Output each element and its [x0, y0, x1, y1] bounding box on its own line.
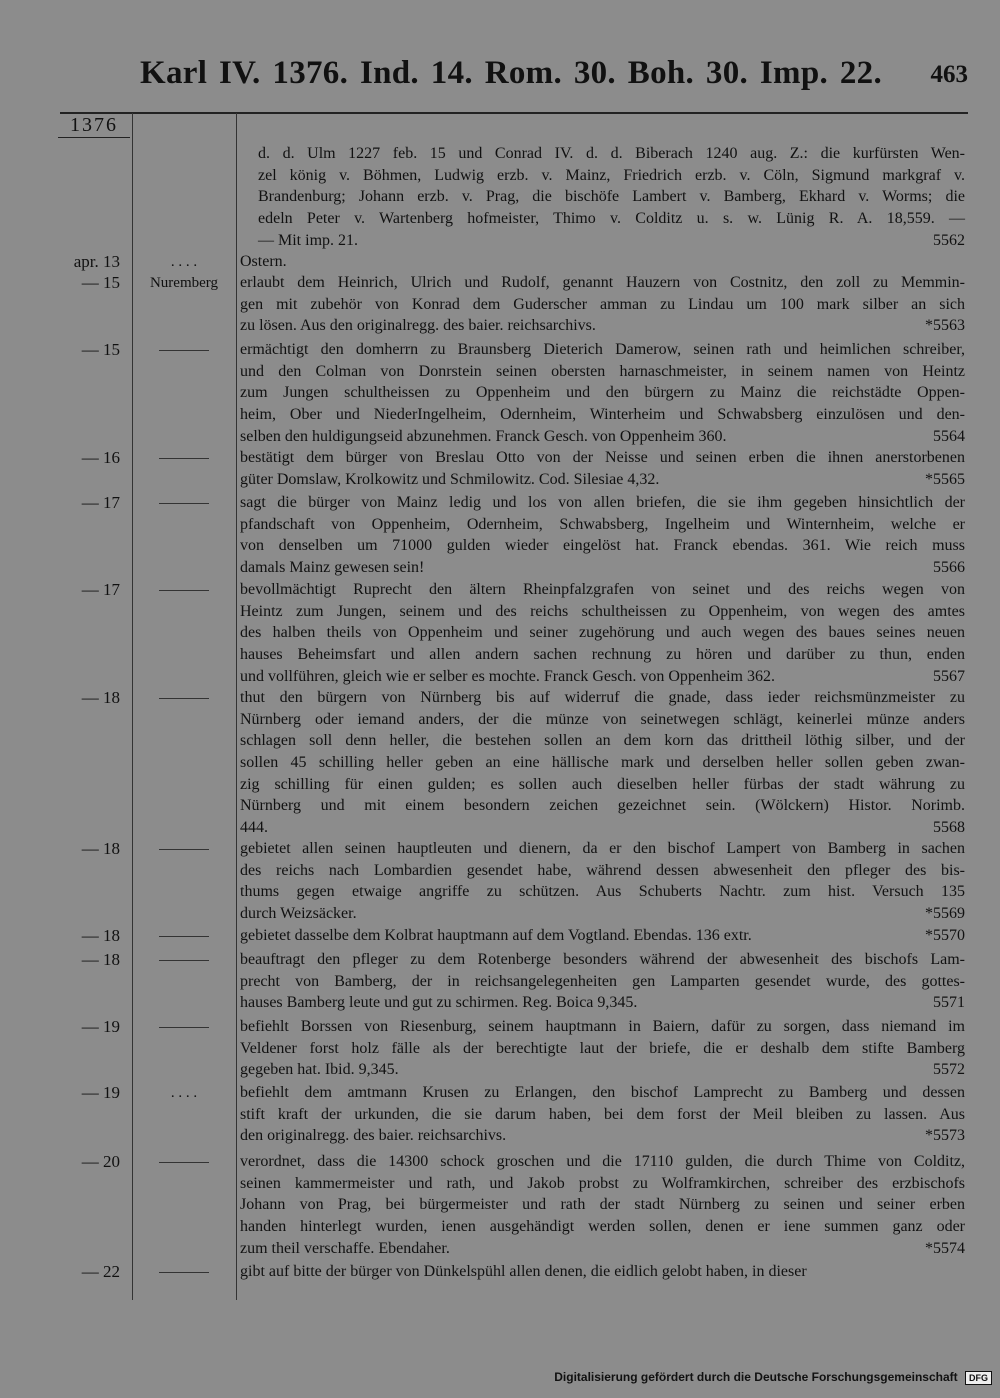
dfg-logo: DFG [965, 1371, 992, 1385]
regest-number: *5563 [925, 317, 965, 335]
line-text: zum theil verschaffe. Ebendaher. [240, 1239, 450, 1257]
line-text: güter Domslaw, Krolkowitz und Schmilowitz. Cod. Silesiae 4,32. [240, 470, 660, 488]
text-line [240, 251, 965, 273]
text-line [240, 752, 965, 774]
text-line [240, 1238, 965, 1260]
line-text: thums gegen etwaige angriffe zu schützen. Aus Schuberts Nachtr. zum hist. Versuch 135 [240, 883, 965, 901]
line-text: thut den bürgern von Nürnberg bis auf widerruf die gnade, dass ieder reichsmünzmeister zu [240, 689, 965, 706]
entry-text [240, 447, 965, 490]
text-line [240, 382, 965, 404]
line-text: edeln Peter v. Wartenberg hofmeister, Thimo v. Colditz u. s. w. Lünig R. A. 18,559. — [258, 210, 965, 228]
line-text: — Mit imp. 21. [258, 231, 359, 249]
ditto-dash [159, 590, 209, 591]
text-line [240, 1216, 965, 1238]
line-text: beauftragt den pfleger zu dem Rotenberge besonders während der abwesenheit des bischofs Lam- [240, 951, 965, 968]
line-text: zig schilling für einen gulden; es sollen auch dieselben heller fürbas der stadt währung zu [240, 775, 965, 793]
line-text: den originalregg. des baier. reichsarchivs. [240, 1127, 507, 1145]
text-line [240, 230, 965, 252]
entry-text [240, 339, 965, 447]
line-text: durch Weizsäcker. [240, 905, 357, 923]
entry-text [240, 687, 965, 839]
ditto-dash [159, 503, 209, 504]
regest-number: 5571 [933, 994, 965, 1012]
entry-date: — 18 [81, 950, 120, 969]
text-line [240, 294, 965, 316]
text-line [240, 404, 965, 426]
page-number: 463 [930, 61, 968, 88]
entry-text [240, 492, 965, 579]
entry-place [136, 339, 232, 361]
entry-date: — 18 [81, 688, 120, 707]
line-text: Nürnberg und mit einem besondern zeichen gezeichnet sein. (Wölckern) Histor. Norimb. [240, 797, 965, 815]
line-text: Ostern. [240, 253, 287, 270]
text-line [240, 730, 965, 752]
text-line [240, 557, 965, 579]
entry-date: — 15 [81, 273, 120, 292]
line-text: bestätigt dem bürger von Breslau Otto von der Neisse und seinen erben die ihnen anerstorbenen [240, 449, 965, 466]
regest-number: 5567 [933, 667, 965, 685]
entry-text [240, 838, 965, 925]
regest-number: *5573 [925, 1127, 965, 1145]
line-text: bevollmächtigt Ruprecht den ältern Rheinpfalzgrafen von seinet und des reichs wegen von [240, 581, 965, 598]
year-label: 1376 [70, 114, 118, 136]
text-line [240, 644, 965, 666]
line-text: Johann von Prag, bei bürgermeister und rath der stadt Nürnberg zu seinen und seiner erben [240, 1196, 965, 1214]
line-text: ermächtigt den domherrn zu Braunsberg Dieterich Damerow, seinen rath und heimlichen schreiber, [240, 341, 965, 358]
entry-date: apr. 13 [73, 252, 120, 271]
line-text: Brandenburg; Johann erzb. v. Prag, die bischöfe Lambert v. Bamberg, Ekhard v. Worms; die [258, 188, 965, 206]
entry-place [136, 1016, 232, 1038]
text-line [240, 1151, 965, 1173]
line-text: gebietet allen seinen hauptleuten und dienern, da er den bischof Lampert von Bamberg in sachen [240, 840, 965, 857]
line-text: seinen kammermeister und rath, und Jakob probst zu Wolframkirchen, schreiber des erzbischofs [240, 1174, 965, 1192]
line-text: pfandschaft von Oppenheim, Odernheim, Schwabsberg, Ingelheim und Winternheim, welche er [240, 515, 965, 533]
text-line [240, 949, 965, 971]
line-text: zu lösen. Aus den originalregg. des baier. reichsarchivs. [240, 317, 596, 335]
line-text: des reichs nach Lombardien gesendet habe, während dessen abwesenheit den pfleger des bis- [240, 861, 965, 879]
entry-place [136, 687, 232, 709]
regest-number: 5566 [933, 559, 965, 577]
ditto-dash [159, 458, 209, 459]
text-line [240, 426, 965, 448]
text-line [240, 535, 965, 557]
entry-place: Nuremberg [149, 275, 219, 291]
text-line [240, 971, 965, 993]
text-line [240, 860, 965, 882]
line-text: damals Mainz gewesen sein! [240, 559, 425, 577]
text-line [240, 666, 965, 688]
text-line [240, 1261, 965, 1283]
line-text: handen hinterlegt wurden, ienen ausgehändigt werden sollen, denen er iene summen ganz oder [240, 1218, 965, 1236]
regest-number: *5565 [925, 470, 965, 488]
text-line [240, 881, 965, 903]
regest-number: 5568 [933, 819, 965, 837]
text-line [240, 492, 965, 514]
entry-place [136, 949, 232, 971]
entry-text [240, 1151, 965, 1259]
text-line [240, 687, 965, 709]
ditto-dash [159, 698, 209, 699]
line-text: von denselben um 71000 gulden wieder eingelöst hat. Franck ebendas. 361. Wie reich muss [240, 537, 965, 555]
entry-text [240, 251, 965, 273]
entry-date: — 15 [81, 340, 120, 359]
line-text: sollen 45 schilling heller geben an eine hällische mark und derselben heller sollen geben zwan- [240, 754, 965, 772]
regest-number: *5574 [925, 1239, 965, 1257]
text-line [240, 469, 965, 491]
line-text: sagt die bürger von Mainz ledig und los von allen briefen, die sie ihm gegeben hinsichtlich der [240, 494, 965, 511]
regest-number: *5570 [925, 927, 965, 944]
text-line [240, 1194, 965, 1216]
text-line [240, 339, 965, 361]
text-line [240, 315, 965, 337]
text-line [240, 186, 965, 208]
line-text: selben den huldigungseid abzunehmen. Franck Gesch. von Oppenheim 360. [240, 427, 727, 445]
text-line [240, 361, 965, 383]
entry-text [240, 925, 965, 947]
line-text: Heintz zum Jungen, seinem und des reichs schultheissen zu Oppenheim, von wegen des amtes [240, 602, 965, 620]
ditto-dash [159, 350, 209, 351]
text-line [240, 817, 965, 839]
entry-date: — 20 [81, 1152, 120, 1171]
text-line [240, 1082, 965, 1104]
entry-date: — 18 [81, 926, 120, 945]
entry-text [240, 1261, 965, 1283]
entry-place [136, 447, 232, 469]
text-line [240, 143, 965, 165]
ditto-dash [159, 960, 209, 961]
text-line [240, 795, 965, 817]
entry-text [240, 579, 965, 687]
line-text: gebietet dasselbe dem Kolbrat hauptmann auf dem Vogtland. Ebendas. 136 extr. [240, 927, 752, 944]
line-text: zum Jungen schultheissen zu Oppenheim und den bürgern zu Mainz die reichstädte Oppen- [240, 384, 965, 402]
line-text: schlagen soll denn heller, die bestehen sollen an dem korn das drittheil löthig silber, und der [240, 732, 965, 750]
entry-text [240, 272, 965, 337]
text-line [240, 903, 965, 925]
text-line [240, 925, 965, 947]
line-text: zel könig v. Böhmen, Ludwig erzb. v. Mainz, Friedrich erzb. v. Cöln, Sigmund markgraf v. [258, 166, 965, 184]
text-line [240, 622, 965, 644]
regest-number: *5569 [925, 905, 965, 923]
line-text: hauses Beheimsfart und allen andern sachen rechnung zu hören und darüber zu thun, enden [240, 646, 965, 664]
line-text: Veldener forst holz fälle als der berechtigte laut der briefe, die er deshalb dem stifte Bamberg [240, 1039, 965, 1057]
text-line [240, 579, 965, 601]
line-text: hauses Bamberg leute und gut zu schirmen. Reg. Boica 9,345. [240, 994, 638, 1012]
entry-place [136, 838, 232, 860]
line-text: und vollführen, gleich wie er selber es mochte. Franck Gesch. von Oppenheim 362. [240, 667, 775, 685]
ditto-dash [159, 1162, 209, 1163]
line-text: gen mit zubehör von Konrad dem Guderscher amman zu Lindau um 100 mark silber an sich [240, 295, 965, 313]
text-line [240, 838, 965, 860]
text-line [240, 272, 965, 294]
line-text: Nürnberg oder iemand anders, der die münze von seinetwegen schlägt, keinerlei münze anders [240, 710, 965, 728]
entry-date: — 16 [81, 448, 120, 467]
text-line [240, 208, 965, 230]
entry-place [136, 925, 232, 947]
entry-place [136, 1261, 232, 1283]
text-line [240, 774, 965, 796]
entry-place [136, 492, 232, 514]
entry-text [240, 1082, 965, 1147]
text-line [240, 165, 965, 187]
ditto-dash [159, 1272, 209, 1273]
entry-text [240, 143, 965, 251]
line-text: stift kraft der urkunden, die sie darum haben, bei dem forst der Meil bleiben zu lassen. Aus [240, 1105, 965, 1123]
text-line [240, 1104, 965, 1126]
line-text: befiehlt dem amtmann Krusen zu Erlangen, den bischof Lamprecht zu Bamberg und dessen [240, 1084, 965, 1101]
line-text: 444. [240, 819, 268, 837]
line-text: verordnet, dass die 14300 schock groschen und die 17110 gulden, die durch Thime von Colditz, [240, 1153, 965, 1170]
regest-number: 5572 [933, 1061, 965, 1079]
text-line [240, 709, 965, 731]
line-text: precht von Bamberg, der in reichsangelegenheiten gen Lamparten gesendet wurde, des gottes- [240, 972, 965, 990]
footer-credit [554, 1370, 992, 1390]
entry-date: — 19 [81, 1083, 120, 1102]
text-line [240, 1016, 965, 1038]
line-text: erlaubt dem Heinrich, Ulrich und Rudolf, genannt Hauzern von Costnitz, den zoll zu Memmin- [240, 274, 965, 291]
text-line [240, 1173, 965, 1195]
line-text: befiehlt Borssen von Riesenburg, seinem hauptmann in Baiern, dafür zu sorgen, dass niemand im [240, 1018, 965, 1035]
entry-date: — 18 [81, 839, 120, 858]
footer-text: Digitalisierung gefördert durch die Deutsche Forschungsgemeinschaft [554, 1370, 958, 1384]
text-line [240, 1125, 965, 1147]
line-text: des halben theils von Oppenheim und seiner zugehörung und auch wegen des baues seines neuen [240, 624, 965, 642]
line-text: gegeben hat. Ibid. 9,345. [240, 1061, 399, 1079]
line-text: d. d. Ulm 1227 feb. 15 und Conrad IV. d. d. Biberach 1240 aug. Z.: die kurfürsten Wen- [258, 145, 965, 162]
line-text: und den Colman von Donrstein seinen obersten harnaschmeister, in seinem namen von Heintz [240, 362, 965, 380]
line-text: heim, Ober und NiederIngelheim, Odernheim, Winterheim und Schwabsberg einzulösen und den- [240, 406, 965, 424]
ditto-dash [159, 849, 209, 850]
ditto-dash [159, 936, 209, 937]
entry-date: — 17 [81, 493, 120, 512]
entry-place: . . . . [170, 1085, 198, 1101]
entry-place: . . . . [170, 254, 198, 270]
text-line [240, 601, 965, 623]
regest-number: 5564 [933, 427, 965, 445]
line-text: gibt auf bitte der bürger von Dünkelspühl allen denen, die eidlich gelobt haben, in dieser [240, 1263, 807, 1280]
entry-date: — 17 [81, 580, 120, 599]
entry-place [136, 1151, 232, 1173]
entry-text [240, 949, 965, 1014]
entry-place [136, 579, 232, 601]
entry-date: — 19 [81, 1017, 120, 1036]
running-title: Karl IV. 1376. Ind. 14. Rom. 30. Boh. 30. Imp. 22. [140, 55, 882, 91]
entry-text [240, 1016, 965, 1081]
text-line [240, 1059, 965, 1081]
text-line [240, 1038, 965, 1060]
regest-number: 5562 [933, 231, 965, 249]
entry-date: — 22 [81, 1262, 120, 1281]
text-line [240, 992, 965, 1014]
ditto-dash [159, 1027, 209, 1028]
text-line [240, 447, 965, 469]
text-line [240, 514, 965, 536]
